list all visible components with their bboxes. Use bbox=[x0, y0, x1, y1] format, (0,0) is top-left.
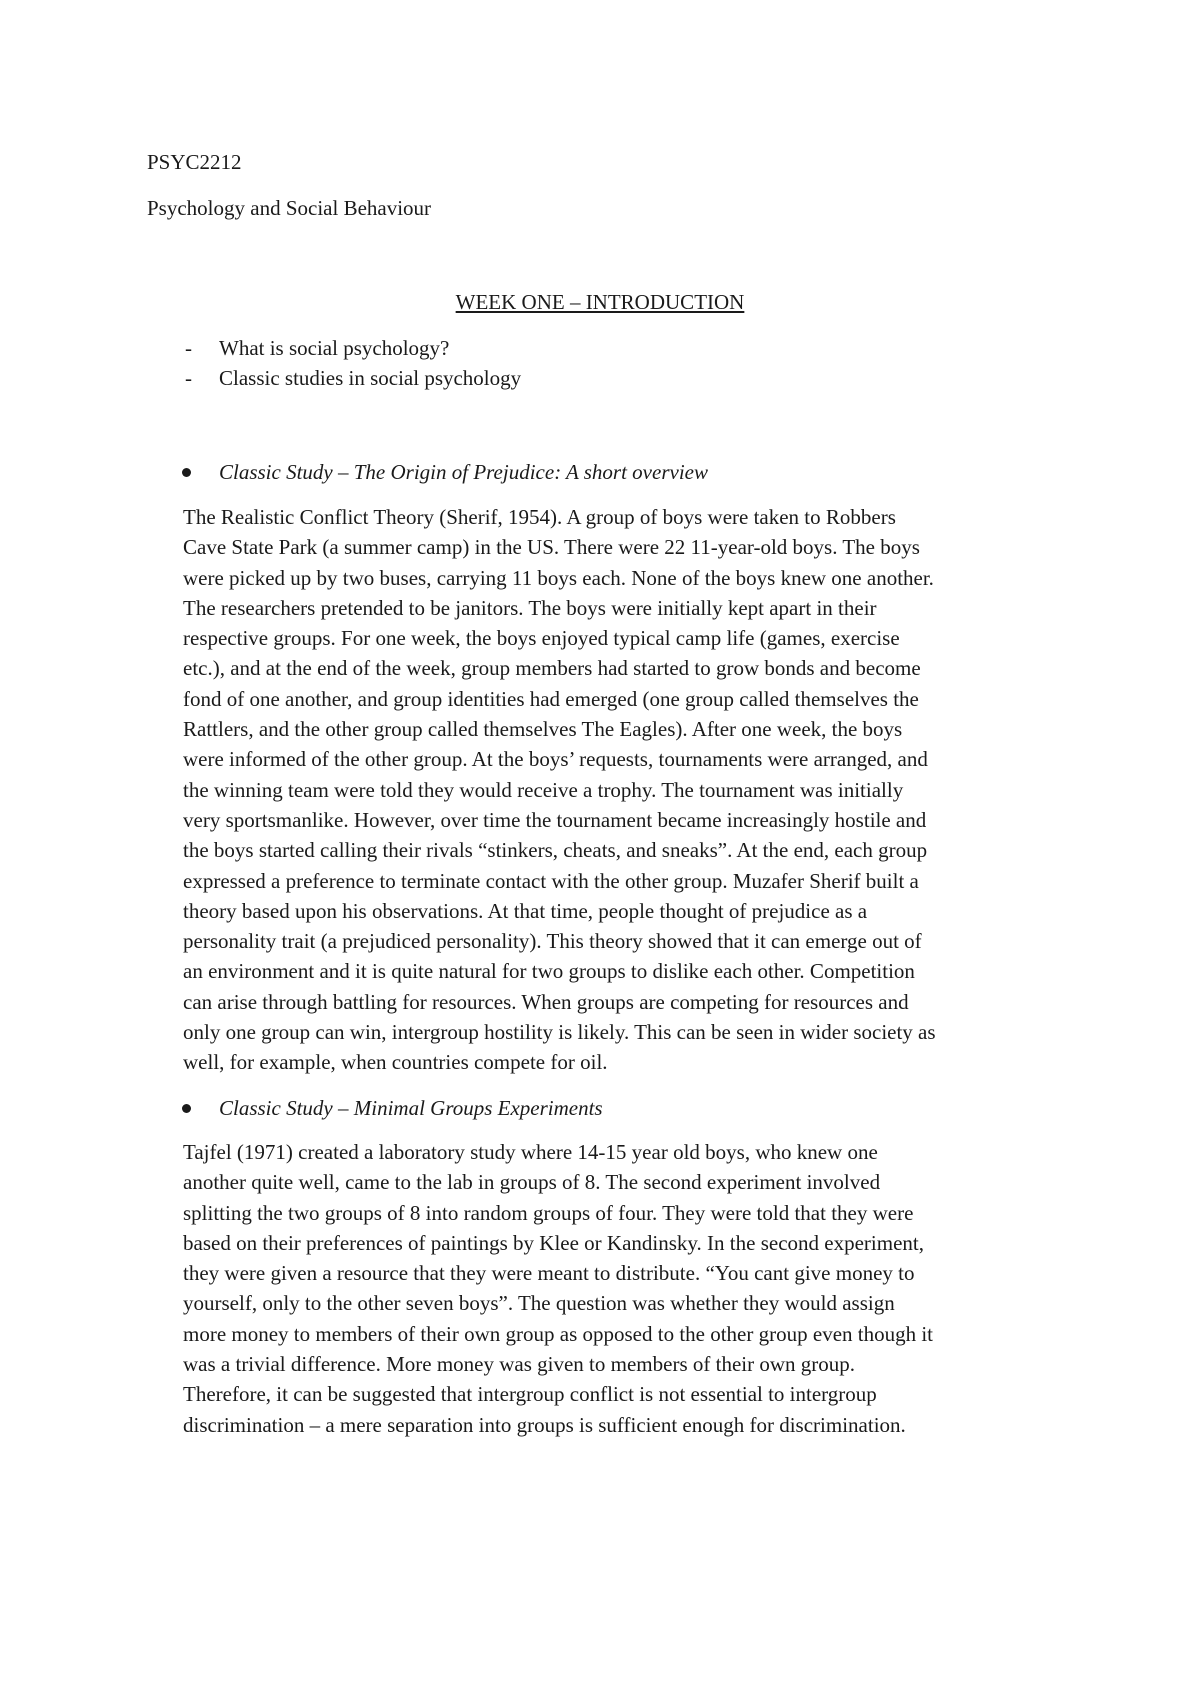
paragraph-line: personality trait (a prejudiced personality). This theory showed that it can emerge out of bbox=[183, 929, 922, 954]
course-title: Psychology and Social Behaviour bbox=[147, 196, 432, 220]
week-heading: WEEK ONE – INTRODUCTION bbox=[455, 290, 745, 314]
course-code: PSYC2212 bbox=[147, 150, 242, 174]
paragraph-line: Rattlers, and the other group called themselves The Eagles). After one week, the boys bbox=[183, 717, 903, 742]
paragraph-line: were informed of the other group. At the boys’ requests, tournaments were arranged, and bbox=[183, 747, 928, 772]
paragraph-line: fond of one another, and group identities had emerged (one group called themselves the bbox=[183, 686, 919, 711]
bullet-icon bbox=[182, 1104, 191, 1113]
topic-text: What is social psychology? bbox=[219, 336, 450, 360]
paragraph-line: Tajfel (1971) created a laboratory study where 14-15 year old boys, who knew one bbox=[183, 1140, 878, 1164]
paragraph-line: they were given a resource that they were meant to distribute. “You cant give money to bbox=[183, 1261, 915, 1286]
paragraph-line: an environment and it is quite natural for two groups to dislike each other. Competition bbox=[183, 959, 915, 984]
paragraph-line: very sportsmanlike. However, over time the tournament became increasingly hostile and bbox=[183, 807, 927, 832]
paragraph-line: etc.), and at the end of the week, group members had started to grow bonds and become bbox=[183, 656, 921, 681]
paragraph-line: discrimination – a mere separation into groups is sufficient enough for discrimination. bbox=[183, 1412, 906, 1437]
paragraph-line: were picked up by two buses, carrying 11 boys each. None of the boys knew one another. bbox=[183, 565, 934, 590]
paragraph-line: based on their preferences of paintings by Klee or Kandinsky. In the second experiment, bbox=[183, 1230, 924, 1255]
paragraph-line: expressed a preference to terminate contact with the other group. Muzafer Sherif built a bbox=[183, 868, 919, 893]
dash-marker: - bbox=[185, 336, 192, 360]
paragraph-line: the boys started calling their rivals “stinkers, cheats, and sneaks”. At the end, each group bbox=[183, 838, 928, 863]
paragraph-line: only one group can win, intergroup hostility is likely. This can be seen in wider society as bbox=[183, 1020, 936, 1045]
paragraph-line: yourself, only to the other seven boys”. The question was whether they would assign bbox=[183, 1291, 895, 1316]
section-heading-text: Classic Study – Minimal Groups Experiments bbox=[219, 1096, 603, 1120]
section-heading-text: Classic Study – The Origin of Prejudice: A short overview bbox=[219, 460, 708, 484]
bullet-icon bbox=[182, 468, 191, 477]
paragraph-line: The researchers pretended to be janitors. The boys were initially kept apart in their bbox=[183, 595, 877, 620]
paragraph-line: splitting the two groups of 8 into random groups of four. They were told that they were bbox=[183, 1200, 914, 1225]
paragraph-line: another quite well, came to the lab in groups of 8. The second experiment involved bbox=[183, 1170, 881, 1195]
paragraph-line: The Realistic Conflict Theory (Sherif, 1954). A group of boys were taken to Robbers bbox=[183, 505, 896, 529]
section-paragraph-minimal-groups bbox=[183, 1137, 1063, 1440]
section-paragraph-prejudice bbox=[183, 502, 1063, 1078]
paragraph-line: Cave State Park (a summer camp) in the US. There were 22 11-year-old boys. The boys bbox=[183, 535, 920, 560]
paragraph-line: the winning team were told they would receive a trophy. The tournament was initially bbox=[183, 777, 904, 802]
paragraph-line: well, for example, when countries compete for oil. bbox=[183, 1050, 608, 1075]
paragraph-line: respective groups. For one week, the boys enjoyed typical camp life (games, exercise bbox=[183, 626, 900, 651]
paragraph-line: Therefore, it can be suggested that intergroup conflict is not essential to intergroup bbox=[183, 1382, 877, 1407]
paragraph-line: more money to members of their own group as opposed to the other group even though it bbox=[183, 1321, 934, 1346]
dash-marker: - bbox=[185, 366, 192, 390]
paragraph-line: was a trivial difference. More money was given to members of their own group. bbox=[183, 1352, 855, 1377]
paragraph-line: can arise through battling for resources. When groups are competing for resources and bbox=[183, 989, 909, 1014]
paragraph-line: theory based upon his observations. At that time, people thought of prejudice as a bbox=[183, 898, 868, 923]
topic-text: Classic studies in social psychology bbox=[219, 366, 522, 390]
